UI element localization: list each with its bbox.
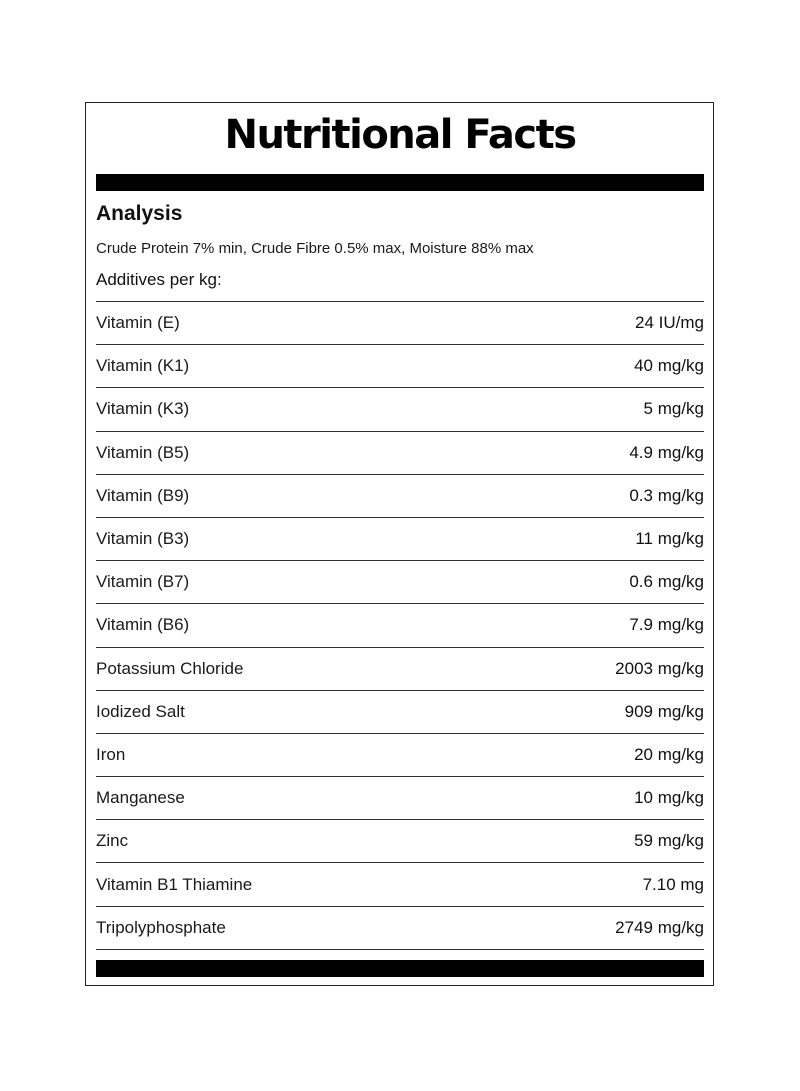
row-value: 10 mg/kg	[634, 788, 704, 808]
row-name: Manganese	[96, 788, 185, 808]
row-value: 7.9 mg/kg	[629, 615, 704, 635]
table-row	[96, 647, 704, 690]
row-value: 2749 mg/kg	[615, 917, 704, 937]
analysis-text: Crude Protein 7% min, Crude Fibre 0.5% max, Moisture 88% max	[96, 240, 534, 257]
top-divider-bar	[96, 174, 704, 191]
row-name: Iodized Salt	[96, 701, 185, 721]
table-row	[96, 733, 704, 776]
row-name: Vitamin (K1)	[96, 356, 190, 376]
row-value: 4.9 mg/kg	[629, 442, 704, 462]
table-row	[96, 301, 704, 344]
row-name: Vitamin (B7)	[96, 572, 190, 592]
row-name: Vitamin (B6)	[96, 615, 190, 635]
table-row	[96, 344, 704, 387]
analysis-heading: Analysis	[96, 202, 183, 225]
row-name: Vitamin B1 Thiamine	[96, 874, 253, 894]
row-value: 0.6 mg/kg	[629, 572, 704, 592]
table-row	[96, 387, 704, 430]
row-value: 7.10 mg	[642, 874, 704, 894]
table-row	[96, 517, 704, 560]
row-value: 2003 mg/kg	[615, 658, 704, 678]
row-name: Vitamin (B3)	[96, 529, 190, 549]
page-title: Nutritional Facts	[224, 112, 576, 158]
table-row	[96, 776, 704, 819]
row-name: Vitamin (K3)	[96, 399, 190, 419]
row-name: Vitamin (B5)	[96, 442, 190, 462]
table-row	[96, 560, 704, 603]
table-row	[96, 431, 704, 474]
row-value: 59 mg/kg	[634, 831, 704, 851]
row-name: Zinc	[96, 831, 129, 851]
additives-table	[96, 301, 704, 950]
row-name: Vitamin (B9)	[96, 485, 190, 505]
table-row	[96, 906, 704, 951]
row-value: 909 mg/kg	[624, 701, 704, 721]
row-name: Tripolyphosphate	[96, 917, 226, 937]
table-row	[96, 862, 704, 905]
additives-label: Additives per kg:	[96, 270, 222, 289]
table-row	[96, 819, 704, 862]
bottom-divider-bar	[96, 960, 704, 977]
row-value: 24 IU/mg	[635, 313, 704, 333]
row-value: 20 mg/kg	[634, 744, 704, 764]
row-name: Iron	[96, 744, 126, 764]
row-value: 0.3 mg/kg	[629, 485, 704, 505]
row-value: 5 mg/kg	[643, 399, 704, 419]
row-name: Potassium Chloride	[96, 658, 244, 678]
table-row	[96, 603, 704, 646]
row-name: Vitamin (E)	[96, 313, 180, 333]
table-row	[96, 690, 704, 733]
row-value: 40 mg/kg	[634, 356, 704, 376]
row-value: 11 mg/kg	[635, 529, 704, 549]
table-row	[96, 474, 704, 517]
